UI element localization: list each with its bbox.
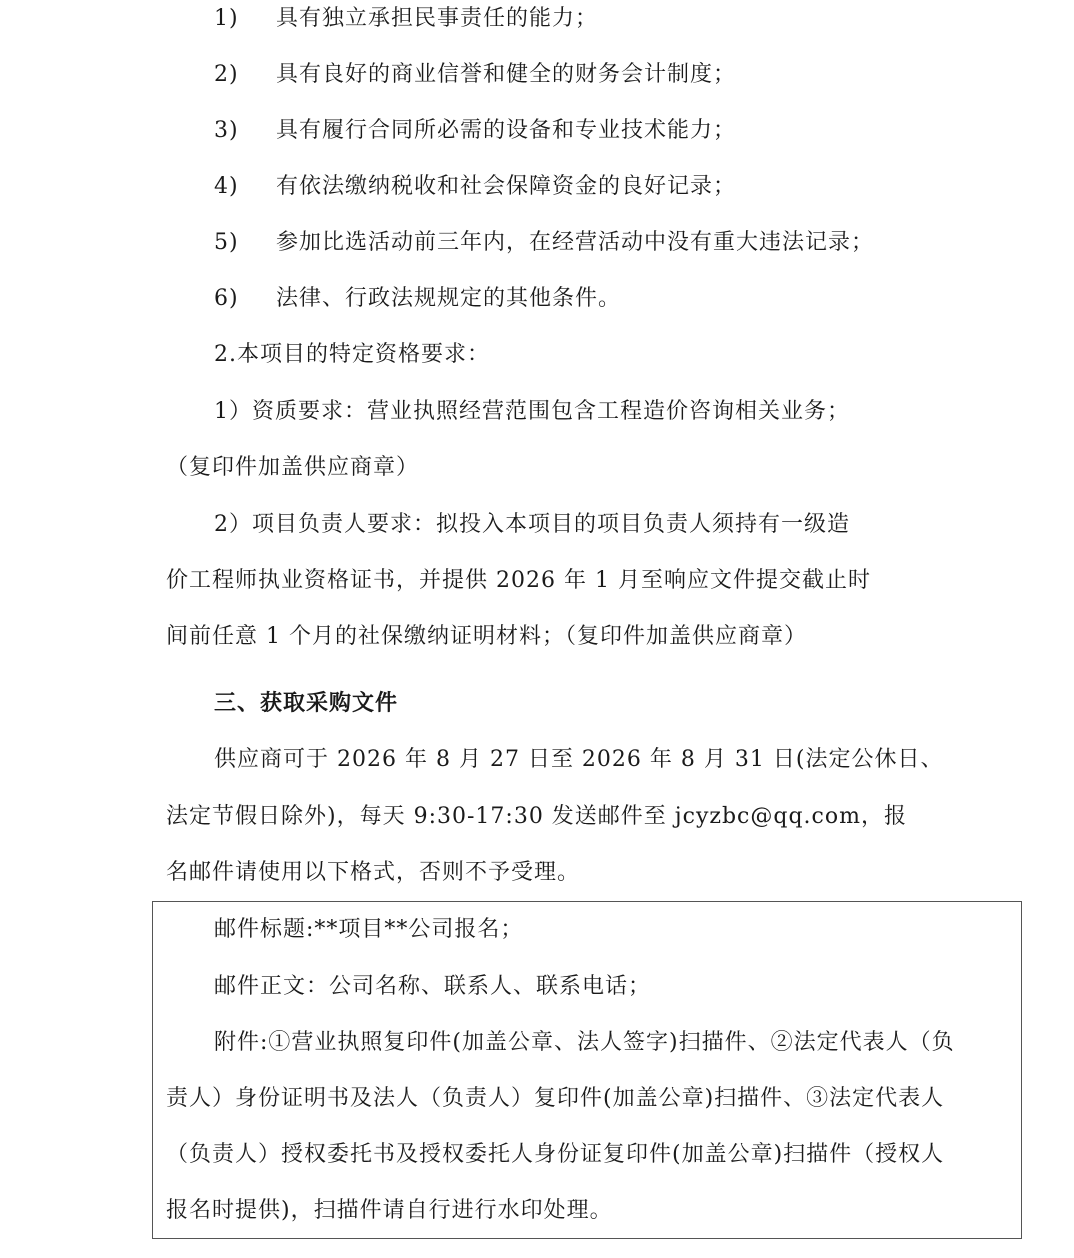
requirement-number: 5) bbox=[214, 230, 239, 255]
requirement-text: 有依法缴纳税收和社会保障资金的良好记录； bbox=[276, 174, 737, 199]
paragraph-line: 供应商可于 2026 年 8 月 27 日至 2026 年 8 月 31 日(法定公休日、 bbox=[214, 747, 944, 772]
project-leader-requirement-line: 间前任意 1 个月的社保缴纳证明材料；（复印件加盖供应商章） bbox=[166, 624, 807, 649]
requirement-number: 2) bbox=[214, 62, 239, 87]
requirement-item-3 bbox=[214, 116, 736, 146]
paragraph-line: 名邮件请使用以下格式，否则不予受理。 bbox=[166, 860, 581, 885]
email-attachment-line: （负责人）授权委托书及授权委托人身份证复印件(加盖公章)扫描件（授权人 bbox=[166, 1142, 945, 1167]
requirement-number: 1) bbox=[214, 6, 239, 31]
project-leader-requirement-line: 2）项目负责人要求：拟投入本项目的项目负责人须持有一级造 bbox=[214, 512, 850, 537]
requirement-text: 具有独立承担民事责任的能力； bbox=[276, 6, 599, 31]
paragraph-line: 法定节假日除外)，每天 9:30-17:30 发送邮件至 jcyzbc@qq.com，报 bbox=[166, 804, 907, 829]
email-attachment-line: 报名时提供)，扫描件请自行进行水印处理。 bbox=[166, 1198, 613, 1223]
requirement-item-4 bbox=[214, 172, 736, 202]
requirement-item-5 bbox=[214, 228, 874, 258]
email-subject-line: 邮件标题:**项目**公司报名； bbox=[214, 917, 524, 942]
qualification-requirement-line: （复印件加盖供应商章） bbox=[166, 455, 420, 480]
email-attachment-line: 附件:①营业执照复印件(加盖公章、法人签字)扫描件、②法定代表人（负 bbox=[214, 1030, 955, 1055]
qualification-requirement-line: 1）资质要求：营业执照经营范围包含工程造价咨询相关业务； bbox=[214, 399, 850, 424]
email-format-box bbox=[152, 901, 1022, 1239]
project-leader-requirement-line: 价工程师执业资格证书，并提供 2026 年 1 月至响应文件提交截止时 bbox=[166, 568, 871, 593]
requirement-number: 3) bbox=[214, 118, 239, 143]
requirement-text: 参加比选活动前三年内，在经营活动中没有重大违法记录； bbox=[276, 230, 875, 255]
specific-requirements-title: 2.本项目的特定资格要求： bbox=[214, 342, 490, 367]
requirement-text: 法律、行政法规规定的其他条件。 bbox=[276, 286, 622, 311]
email-attachment-line: 责人）身份证明书及法人（负责人）复印件(加盖公章)扫描件、③法定代表人 bbox=[166, 1086, 945, 1111]
section-heading: 三、获取采购文件 bbox=[214, 691, 399, 716]
requirement-number: 4) bbox=[214, 174, 239, 199]
requirement-text: 具有良好的商业信誉和健全的财务会计制度； bbox=[276, 62, 737, 87]
requirement-item-6 bbox=[214, 284, 621, 314]
requirement-number: 6) bbox=[214, 286, 239, 311]
requirement-item-1 bbox=[214, 4, 598, 34]
requirement-text: 具有履行合同所必需的设备和专业技术能力； bbox=[276, 118, 737, 143]
email-body-line: 邮件正文：公司名称、联系人、联系电话； bbox=[214, 974, 652, 999]
requirement-item-2 bbox=[214, 60, 736, 90]
